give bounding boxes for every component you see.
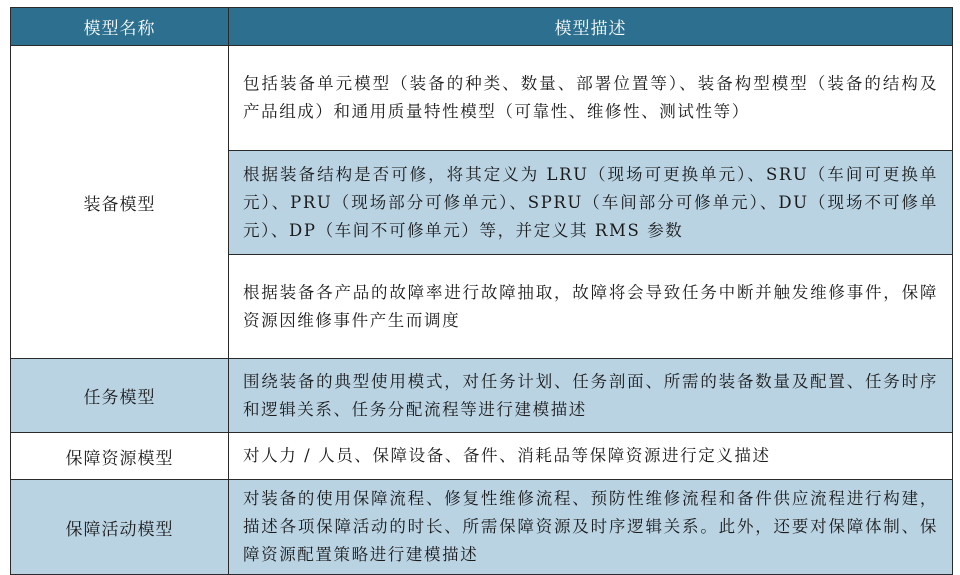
model-description: 围绕装备的典型使用模式，对任务计划、任务剖面、所需的装备数量及配置、任务时序和逻辑关系、任务分配流程等进行建模描述 — [229, 359, 953, 433]
model-name-equipment: 装备模型 — [11, 46, 229, 359]
model-name-support-resource: 保障资源模型 — [11, 433, 229, 480]
model-description: 根据装备结构是否可修，将其定义为 LRU（现场可更换单元）、SRU（车间可更换单元）、PRU（现场部分可修单元）、SPRU（车间部分可修单元）、DU（现场不可修单元）、DP（车间不可修单元）等，并定义其 RMS 参数 — [229, 151, 953, 255]
model-description: 根据装备各产品的故障率进行故障抽取，故障将会导致任务中断并触发维修事件，保障资源因维修事件产生而调度 — [229, 255, 953, 359]
model-name-support-activity: 保障活动模型 — [11, 480, 229, 575]
table-row — [11, 46, 953, 151]
table-row — [11, 433, 953, 480]
header-model-name: 模型名称 — [11, 8, 229, 46]
model-table — [10, 7, 953, 575]
table-row — [11, 359, 953, 433]
model-description: 对装备的使用保障流程、修复性维修流程、预防性维修流程和备件供应流程进行构建，描述各项保障活动的时长、所需保障资源及时序逻辑关系。此外，还要对保障体制、保障资源配置策略进行建模描述 — [229, 480, 953, 575]
table-header-row — [11, 8, 953, 46]
table-row — [11, 480, 953, 575]
model-description: 包括装备单元模型（装备的种类、数量、部署位置等）、装备构型模型（装备的结构及产品组成）和通用质量特性模型（可靠性、维修性、测试性等） — [229, 46, 953, 151]
header-model-description: 模型描述 — [229, 8, 953, 46]
model-description: 对人力 / 人员、保障设备、备件、消耗品等保障资源进行定义描述 — [229, 433, 953, 480]
model-name-task: 任务模型 — [11, 359, 229, 433]
